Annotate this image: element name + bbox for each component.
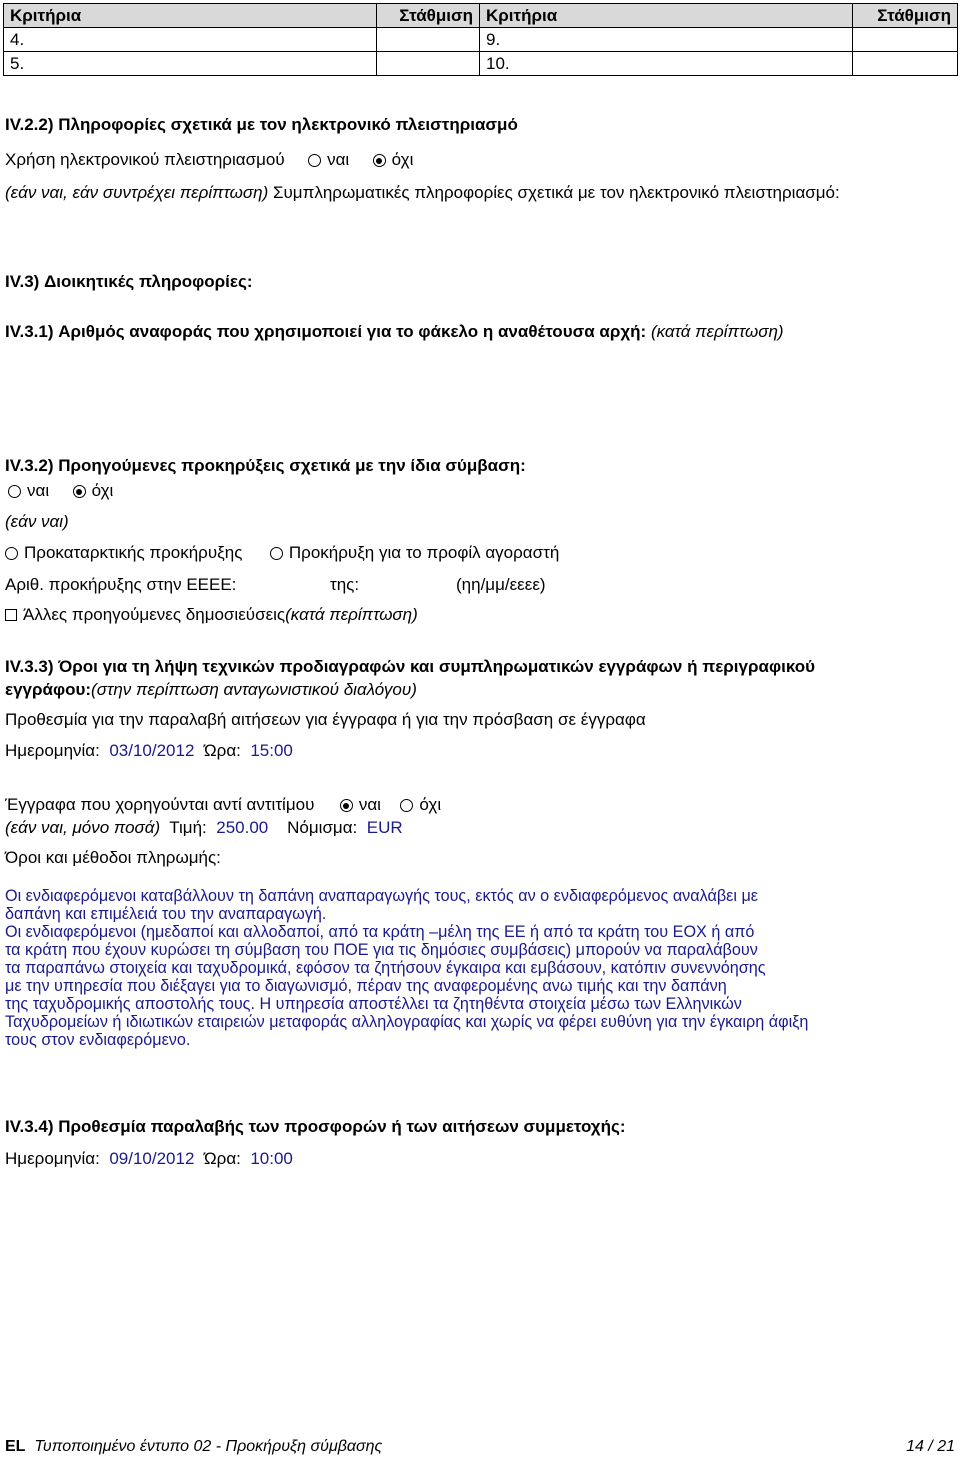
notice-type-row (5, 543, 559, 563)
buyer-profile-notice-radio[interactable] (270, 547, 283, 560)
tender-date-row (5, 1149, 293, 1169)
admin-heading: IV.3) Διοικητικές πληροφορίες: (5, 272, 253, 291)
previous-no-radio[interactable] (73, 485, 86, 498)
time-label: Ώρα: (203, 1149, 241, 1168)
eauction-use-row (5, 150, 413, 170)
criteria-header: Κριτήρια (480, 4, 853, 28)
text-line: Οι ενδιαφερόμενοι (ημεδαποί και αλλοδαποί, από τα κράτη –μέλη της ΕΕ ή από τα κράτη του ΕΟΧ ή από (5, 923, 755, 941)
previous-yes-radio[interactable] (8, 485, 21, 498)
text-line: Οι ενδιαφερόμενοι καταβάλλουν τη δαπάνη αναπαραγωγής τους, εκτός αν ο ενδιαφερόμενος αναλάβει με (5, 887, 759, 905)
paid-documents-row (5, 795, 441, 815)
text-line: της ταχυδρομικής αποστολής τους. Η υπηρεσία αποστέλλει τα ζητηθέντα στοιχεία μέσω των Ελληνικών (5, 995, 742, 1013)
reference-heading: IV.3.1) Αριθμός αναφοράς που χρησιμοποιεί για το φάκελο η αναθέτουσα αρχή: (5, 322, 647, 341)
radio-label: Προκήρυξη για το προφίλ αγοραστή (288, 543, 560, 562)
time-value: 10:00 (250, 1149, 293, 1168)
previous-notices-choice (8, 481, 113, 501)
table-row (4, 52, 958, 76)
date-label: Ημερομηνία: (5, 1149, 100, 1168)
currency-label: Νόμισμα: (287, 818, 358, 837)
table-cell: 10. (480, 52, 853, 76)
radio-label: όχι (91, 481, 114, 500)
page-footer (5, 1438, 955, 1456)
payment-terms-label: Όροι και μέθοδοι πληρωμής: (5, 848, 221, 867)
text-line: Ταχυδρομείων ή ιδιωτικών εταιρειών μεταφοράς αλληλογραφίας και χωρίς να φέρει ευθύνη για την έγκαιρη άφιξη (5, 1013, 809, 1031)
other-publications-row (5, 605, 418, 625)
table-cell: 9. (480, 28, 853, 52)
time-value: 15:00 (250, 741, 293, 760)
radio-label: όχι (419, 795, 442, 814)
reference-note: (κατά περίπτωση) (650, 322, 784, 341)
table-cell (377, 52, 480, 76)
footer-title: Τυποποιημένο έντυπο 02 - Προκήρυξη σύμβασης (34, 1438, 383, 1455)
text-line: τα κράτη που έχουν κυρώσει τη σύμβαση του ΠΟΕ για τις δημόσιες συμβάσεις) μπορούν να παραλάβουν (5, 941, 758, 959)
price-label: Τιμή: (169, 818, 207, 837)
paid-documents-label: Έγγραφα που χορηγούνται αντί αντιτίμου (5, 795, 315, 814)
price-value: 250.00 (216, 818, 269, 837)
payment-terms-text (5, 887, 955, 1049)
table-cell: 5. (4, 52, 377, 76)
table-header-row (4, 4, 958, 28)
currency-value: EUR (366, 818, 403, 837)
text-line: δαπάνη και επιμέλειά του την αναπαραγωγή. (5, 905, 327, 923)
time-label: Ώρα: (203, 741, 241, 760)
documents-heading-part2: εγγράφου: (5, 680, 92, 699)
other-publications-checkbox[interactable] (5, 609, 17, 621)
if-yes-note: (εάν ναι) (5, 512, 69, 531)
text-line: με την υπηρεσία που διέξαγει για το διαγωνισμό, πέραν της αναφερομένης ανω τιμής και την δαπάνη (5, 977, 727, 995)
paid-yes-radio[interactable] (340, 799, 353, 812)
documents-heading-cont (5, 680, 417, 700)
eauction-heading: IV.2.2) Πληροφορίες σχετικά με τον ηλεκτρονικό πλειστηριασμό (5, 115, 518, 134)
radio-label: Προκαταρκτικής προκήρυξης (24, 543, 243, 562)
reference-row (5, 322, 784, 342)
other-publications-note: (κατά περίπτωση) (285, 605, 418, 624)
table-cell (853, 28, 958, 52)
table-cell: 4. (4, 28, 377, 52)
documents-heading: IV.3.3) Όροι για τη λήψη τεχνικών προδιαγραφών και συμπληρωματικών εγγράφων ή περιγραφικού (5, 657, 816, 676)
previous-notices-heading: IV.3.2) Προηγούμενες προκηρύξεις σχετικά με την ίδια σύμβαση: (5, 456, 526, 475)
prior-info-notice-radio[interactable] (5, 547, 18, 560)
amount-note: (εάν ναι, μόνο ποσά) (5, 818, 161, 837)
eauction-info-label: Συμπληρωματικές πληροφορίες σχετικά με τον ηλεκτρονικό πλειστηριασμό: (272, 183, 840, 202)
table-row (4, 28, 958, 52)
date-format-hint: (ηη/μμ/εεεε) (456, 575, 546, 594)
weighting-header: Στάθμιση (853, 4, 958, 28)
text-line: τα παραπάνω στοιχεία και ταχυδρομικά, εφόσον τα ζητήσουν έγκαιρα και εμβάσουν, κατόπιν συνεννόησης (5, 959, 766, 977)
date-value: 09/10/2012 (109, 1149, 195, 1168)
date-value: 03/10/2012 (109, 741, 195, 760)
radio-label: ναι (358, 795, 381, 814)
documents-deadline-label: Προθεσμία για την παραλαβή αιτήσεων για έγγραφα ή για την πρόσβαση σε έγγραφα (5, 710, 646, 729)
eauction-info-row (5, 183, 840, 203)
tender-deadline-heading: IV.3.4) Προθεσμία παραλαβής των προσφορών ή των αιτήσεων συμμετοχής: (5, 1117, 626, 1136)
award-criteria-table (3, 3, 958, 76)
other-publications-label: Άλλες προηγούμενες δημοσιεύσεις (23, 605, 286, 624)
radio-label: ναι (27, 481, 50, 500)
criteria-header: Κριτήρια (4, 4, 377, 28)
paid-no-radio[interactable] (400, 799, 413, 812)
radio-label: ναι (327, 150, 350, 169)
price-row (5, 818, 403, 838)
radio-label: όχι (391, 150, 414, 169)
of-date-label: της: (330, 575, 360, 594)
footer-lang: EL (5, 1438, 26, 1455)
eauction-info-note: (εάν ναι, εάν συντρέχει περίπτωση) (5, 183, 269, 202)
eauction-no-radio[interactable] (373, 154, 386, 167)
eauction-use-label: Χρήση ηλεκτρονικού πλειστηριασμού (5, 150, 285, 169)
eauction-yes-radio[interactable] (308, 154, 321, 167)
page-number: 14 / 21 (906, 1438, 955, 1455)
weighting-header: Στάθμιση (377, 4, 480, 28)
table-cell (377, 28, 480, 52)
documents-heading-note: (στην περίπτωση ανταγωνιστικού διαλόγου) (91, 680, 417, 699)
documents-date-row (5, 741, 293, 761)
date-label: Ημερομηνία: (5, 741, 100, 760)
table-cell (853, 52, 958, 76)
ojeu-number-label: Αριθ. προκήρυξης στην ΕΕΕΕ: (5, 575, 237, 594)
text-line: τους στον ενδιαφερόμενο. (5, 1031, 191, 1049)
